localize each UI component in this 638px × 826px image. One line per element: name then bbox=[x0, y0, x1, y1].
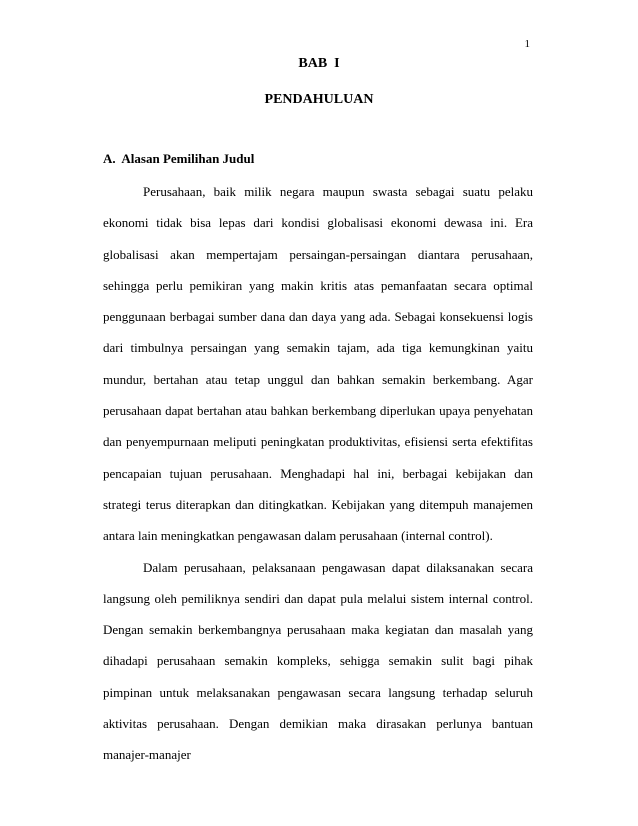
chapter-title: PENDAHULUAN bbox=[264, 92, 374, 107]
paragraph-1: Perusahaan, baik milik negara maupun swasta sebagai suatu pelaku ekonomi tidak bisa lepas dari kondisi globalisasi ekonomi dewasa ini. Era globalisasi akan mempertajam persaingan-persaingan diantara perusahaan, sehingga perlu pemikiran yang makin kritis atas pemanfaatan secara optimal penggunaan berbagai sumber dana dan daya yang ada. Sebagai konsekuensi logis dari timbulnya persaingan yang semakin tajam, ada tiga kemungkinan yaitu mundur, bertahan atau tetap unggul dan bahkan semakin berkembang. Agar perusahaan dapat bertahan atau bahkan berkembang diperlukan upaya penyehatan dan penyempurnaan meliputi peningkatan produktivitas, efisiensi serta efektifitas pencapaian tujuan perusahaan. Menghadapi hal ini, berbagai kebijakan dan strategi terus diterapkan dan ditingkatkan. Kebijakan yang ditempuh manajemen antara lain meningkatkan pengawasan dalam perusahaan (internal control). bbox=[103, 184, 533, 544]
chapter-number: BAB I bbox=[298, 56, 340, 71]
page-number: 1 bbox=[524, 38, 530, 50]
paragraph-2: Dalam perusahaan, pelaksanaan pengawasan dapat dilaksanakan secara langsung oleh pemiliknya sendiri dan dapat pula melalui sistem internal control. Dengan semakin berkembangnya perusahaan maka kegiatan dan masalah yang dihadapi perusahaan semakin kompleks, sehigga semakin sulit bagi pihak pimpinan untuk melaksanakan pengawasan secara langsung terhadap seluruh aktivitas perusahaan. Dengan demikian maka dirasakan perlunya bantuan manajer-manajer bbox=[103, 559, 533, 763]
body-text bbox=[103, 176, 533, 771]
section-heading: A. Alasan Pemilihan Judul bbox=[103, 151, 255, 166]
